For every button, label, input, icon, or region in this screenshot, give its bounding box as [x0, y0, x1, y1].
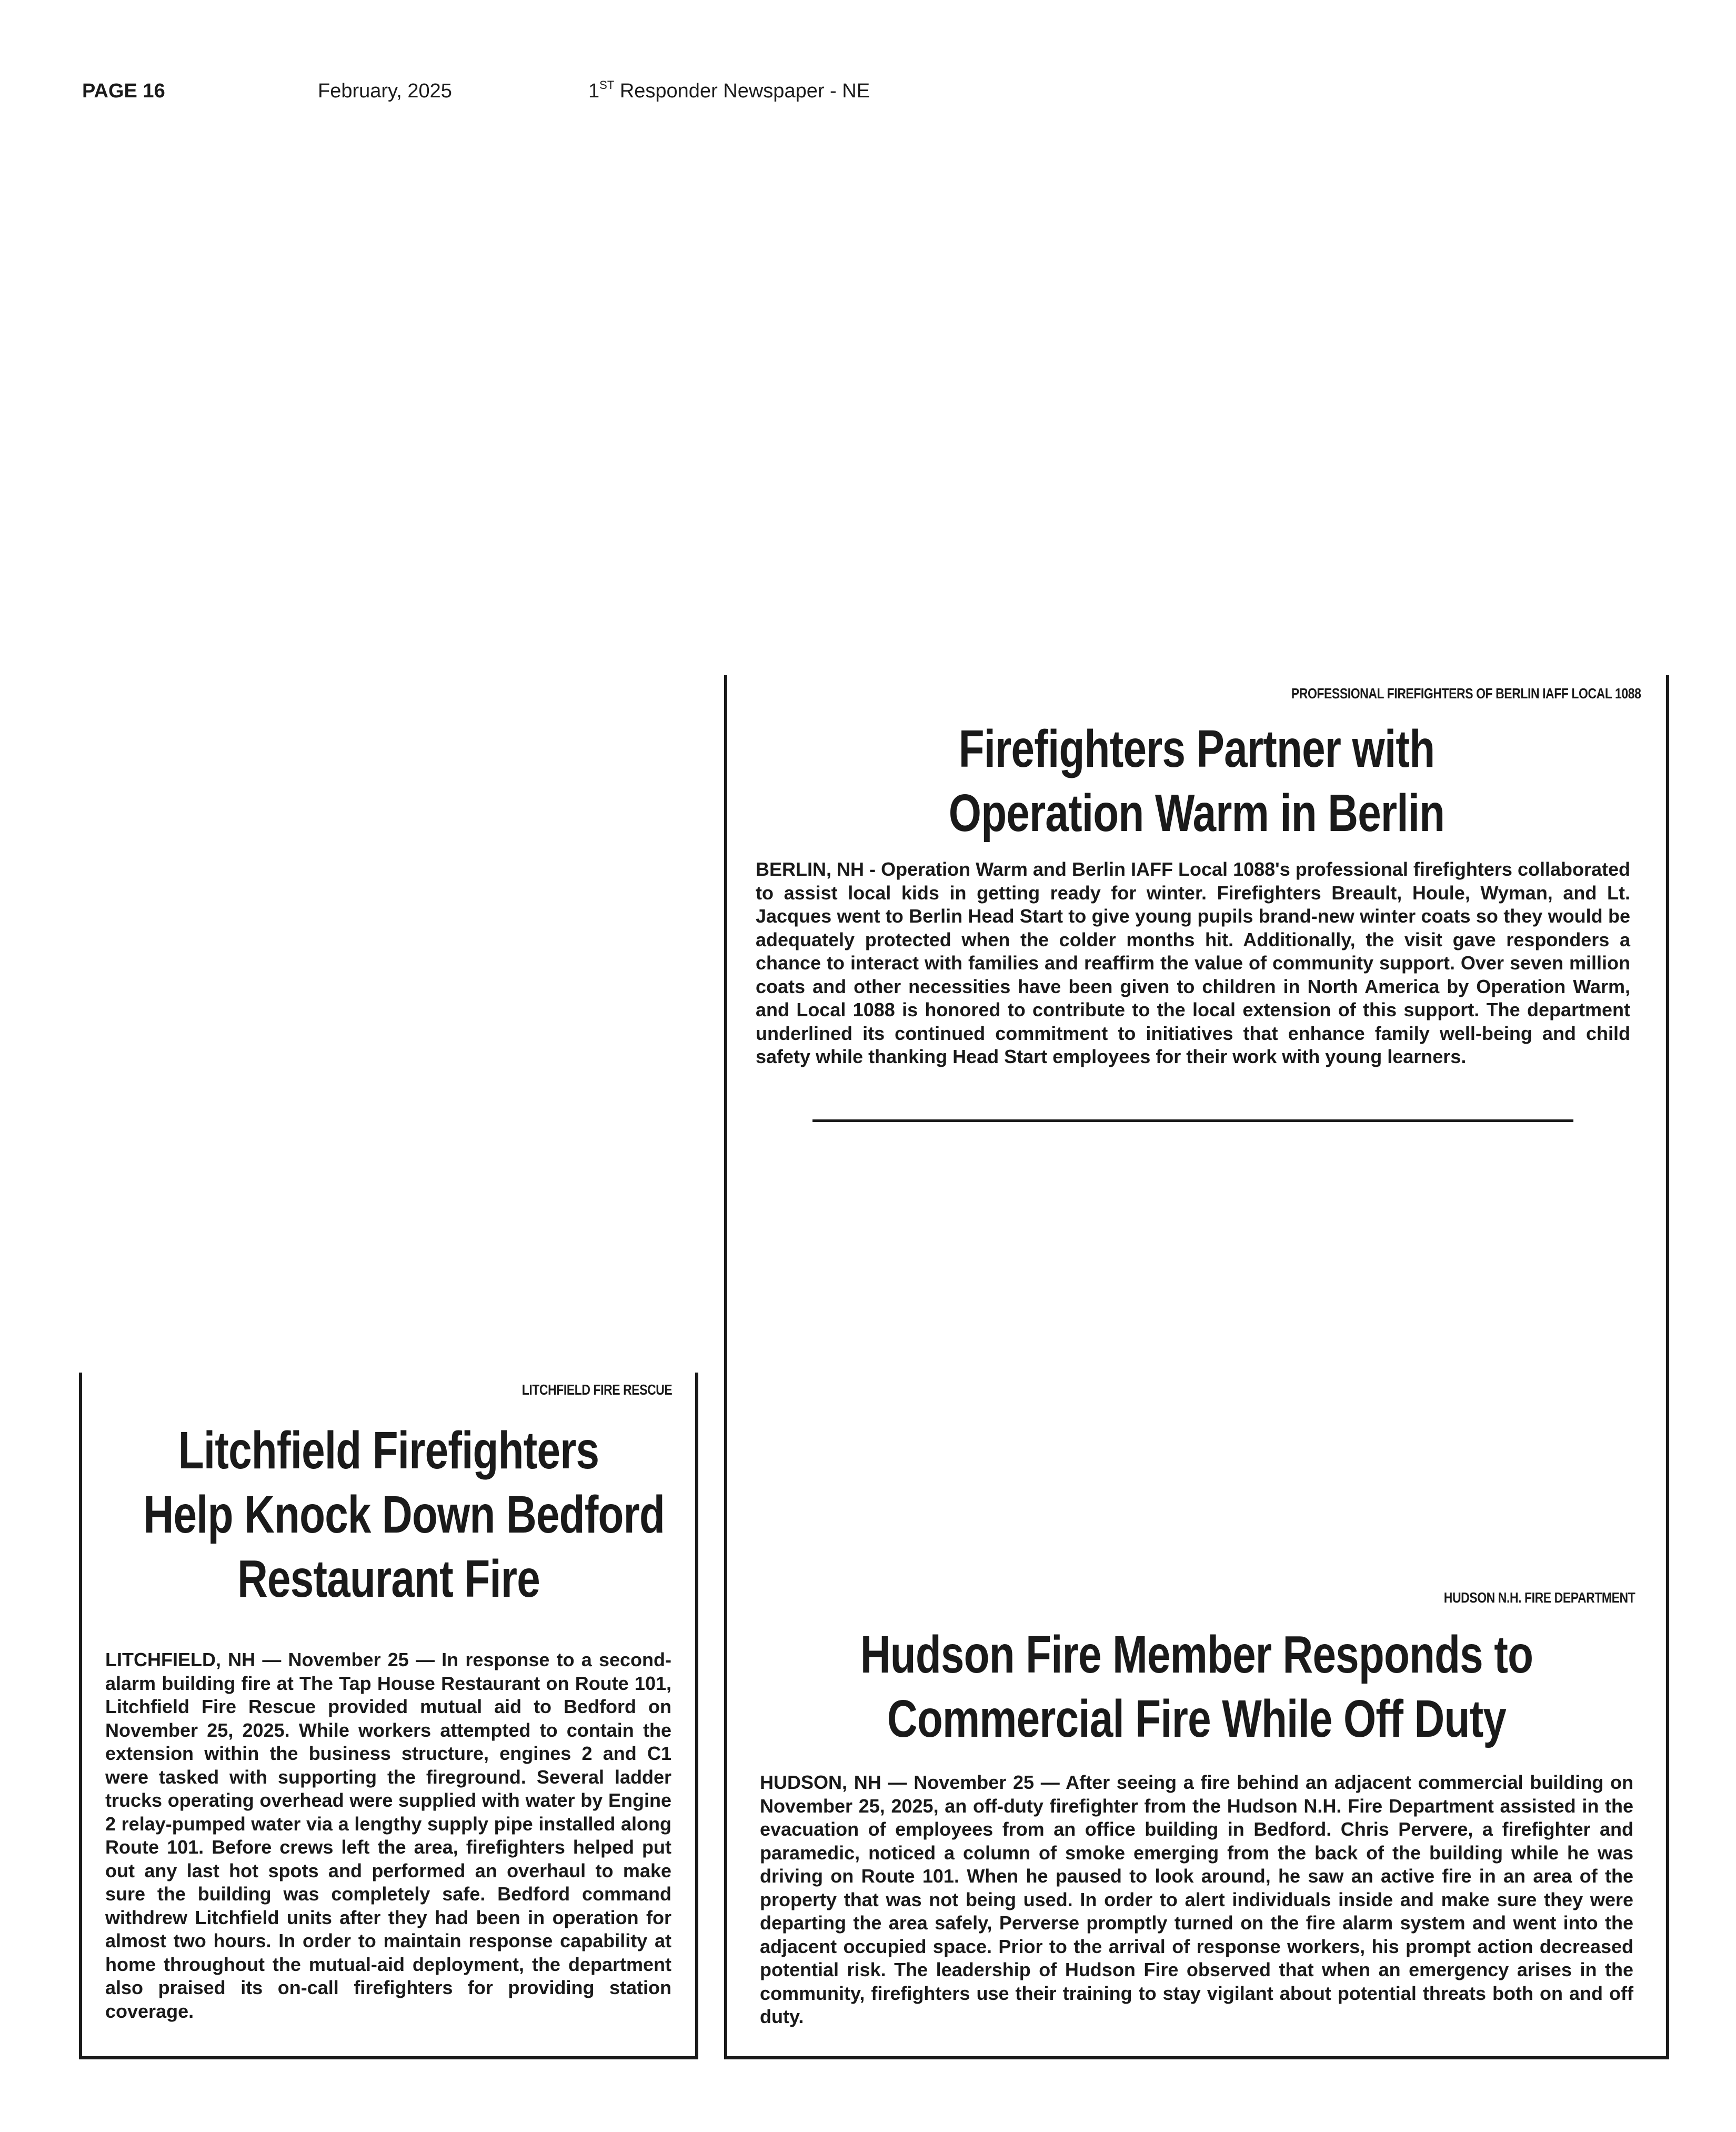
- berlin-headline-line-1: Firefighters Partner with: [958, 719, 1435, 778]
- litchfield-article-body: LITCHFIELD, NH — November 25 — In response to a second-alarm building fire at The Tap House Restaurant on Route 101, Litchfield Fire Rescue provided mutual aid to Bedford on November 25, 2025. While workers attempted to contain the extension within the business structure, engines 2 and C1 were tasked with supporting the fireground. Several ladder trucks operating overhead were supplied with water by Engine 2 relay-pumped water via a lengthy supply pipe installed along Route 101. Before crews left the area, firefighters helped put out any last hot spots and performed an overhaul to make sure the building was completely safe. Bedford command withdrew Litchfield units after they had been in operation for almost two hours. In order to maintain response capability at home throughout the mutual-aid deployment, the department also praised its on-call firefighters for providing station coverage.: [105, 1649, 671, 2022]
- publication-ordinal-suffix: ST: [599, 78, 615, 92]
- litchfield-article-kicker: LITCHFIELD FIRE RESCUE: [521, 1382, 672, 1398]
- berlin-article-body: BERLIN, NH - Operation Warm and Berlin IAFF Local 1088's professional firefighters collaborated to assist local kids in getting ready for winter. Firefighters Breault, Houle, Wyman, and Lt. Jacques went to Berlin Head Start to give young pupils brand-new winter coats so they would be adequately protected when the colder months hit. Additionally, the visit gave responders a chance to interact with families and reaffirm the value of community support. Over seven million coats and other necessities have been given to children in North America by Operation Warm, and Local 1088 is honored to contribute to the local extension of this support. The department underlined its continued commitment to initiatives that enhance family well-being and child safety while thanking Head Start employees for their work with young learners.: [756, 858, 1630, 1067]
- publication-title: Responder Newspaper - NE: [619, 80, 870, 102]
- issue-date: February, 2025: [318, 80, 452, 102]
- litchfield-article-headline: [143, 1418, 665, 1611]
- berlin-article-divider: [812, 1119, 1573, 1122]
- hudson-article-kicker: HUDSON N.H. FIRE DEPARTMENT: [1443, 1589, 1635, 1606]
- page-number: PAGE 16: [82, 80, 165, 102]
- berlin-article-kicker: PROFESSIONAL FIREFIGHTERS OF BERLIN IAFF LOCAL 1088: [1291, 685, 1641, 702]
- hudson-headline-line-1: Hudson Fire Member Responds to: [860, 1625, 1533, 1684]
- berlin-headline-line-2: Operation Warm in Berlin: [948, 784, 1445, 843]
- publication-name: [588, 80, 870, 103]
- hudson-article-headline: [822, 1623, 1571, 1751]
- hudson-headline-line-2: Commercial Fire While Off Duty: [887, 1689, 1507, 1748]
- litchfield-headline-line-3: Restaurant Fire: [237, 1549, 540, 1608]
- page-header: [0, 80, 1736, 106]
- litchfield-headline-line-2: Help Knock Down Bedford: [143, 1485, 665, 1544]
- publication-ordinal: 1: [588, 80, 600, 102]
- hudson-article-body: HUDSON, NH — November 25 — After seeing a fire behind an adjacent commercial building on November 25, 2025, an off-duty firefighter from the Hudson N.H. Fire Department assisted in the evacuation of employees from an office building in Bedford. Chris Pervere, a firefighter and paramedic, noticed a column of smoke emerging from the back of the building while he was driving on Route 101. When he paused to look around, he saw an active fire in an area of the property that was not being used. In order to alert individuals inside and make sure they were departing the area safely, Perverse promptly turned on the fire alarm system and went into the adjacent occupied space. Prior to the arrival of response workers, his prompt action decreased potential risk. The leadership of Hudson Fire observed that when an emergency arises in the community, firefighters use their training to stay vigilant about potential threats both on and off duty.: [760, 1771, 1633, 2027]
- litchfield-headline-line-1: Litchfield Firefighters: [178, 1421, 599, 1480]
- berlin-article-headline: [822, 717, 1571, 845]
